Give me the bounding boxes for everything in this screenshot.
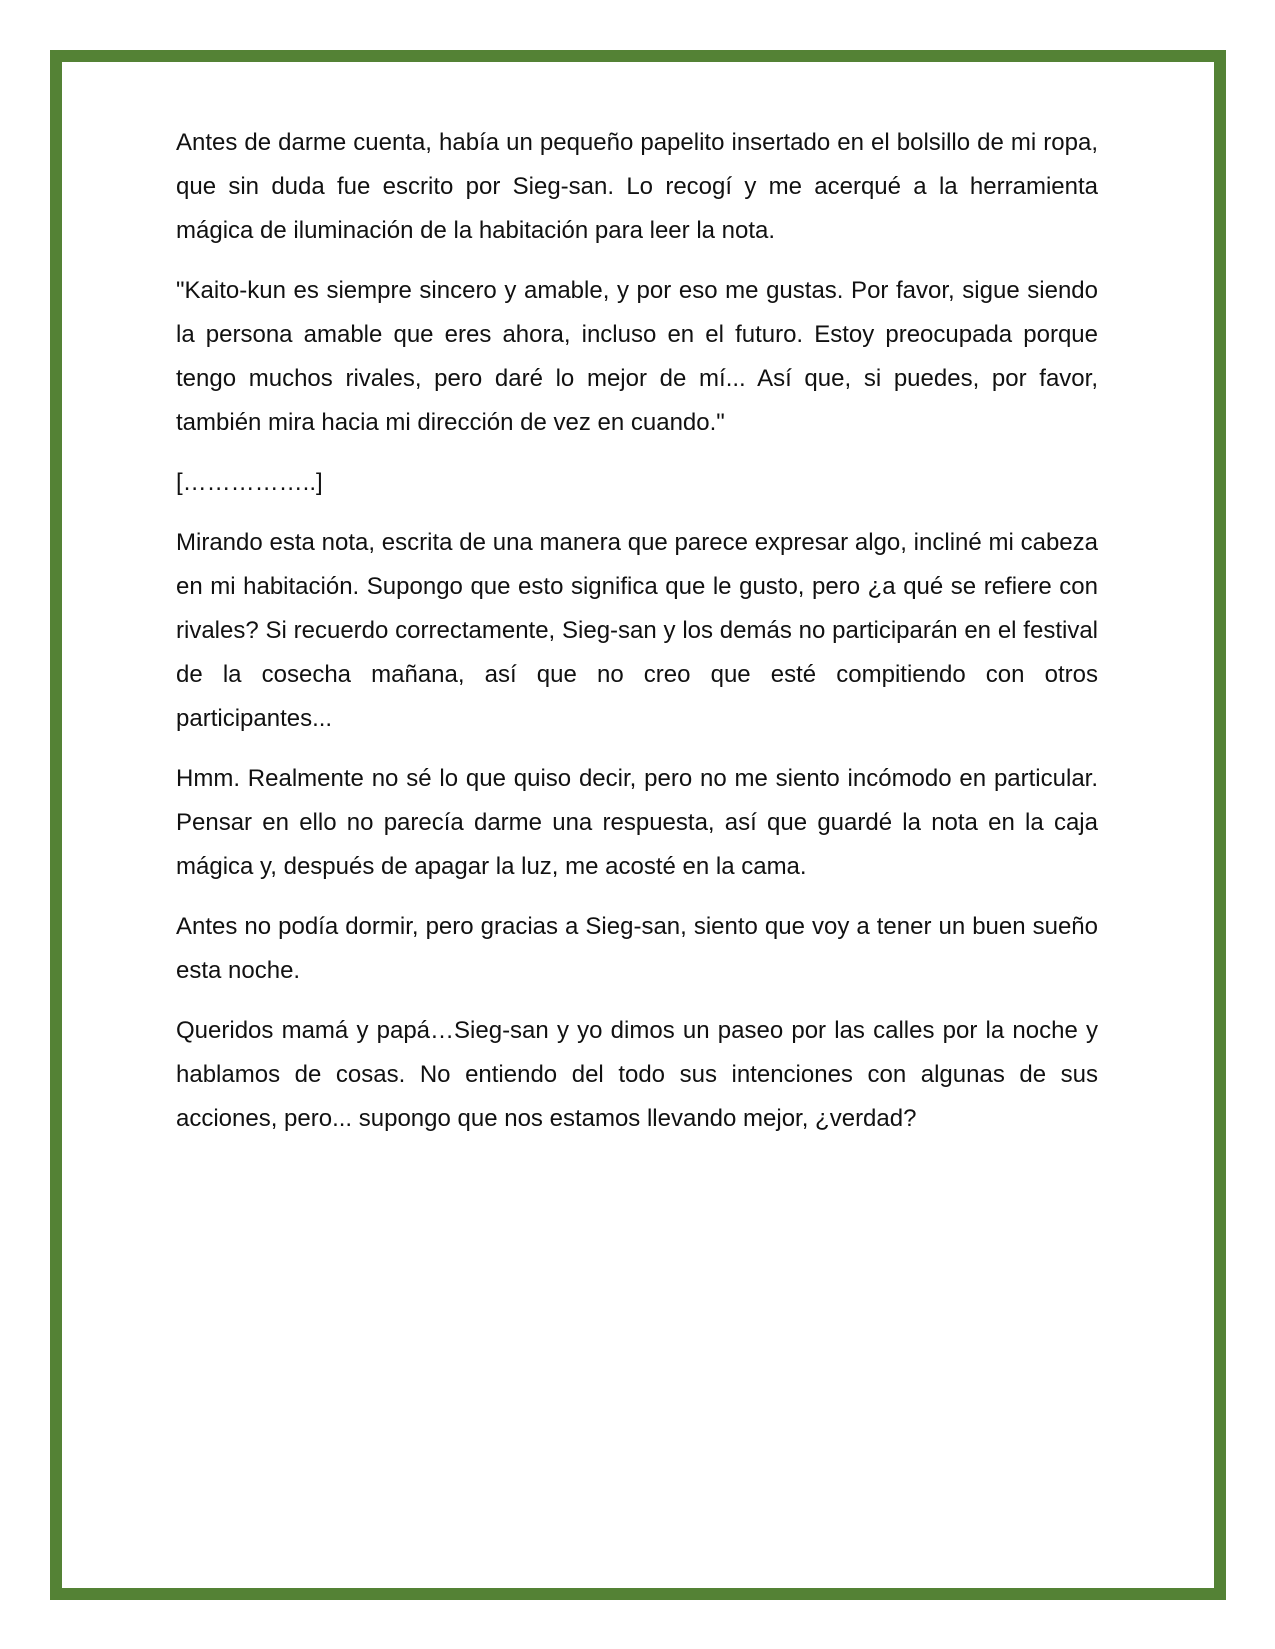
paragraph: Hmm. Realmente no sé lo que quiso decir, pero no me siento incómodo en particular. Pensar en ello no parecía darme una respuesta, así que guardé la nota en la caja mágica y, después de apagar la luz, me acosté en la cama. <box>176 765 1098 880</box>
document-body <box>176 121 1098 1157</box>
paragraph: Antes de darme cuenta, había un pequeño papelito insertado en el bolsillo de mi ropa, que sin duda fue escrito por Sieg-san. Lo recogí y me acerqué a la herramienta mágica de iluminación de la habitación para leer la nota. <box>176 129 1098 244</box>
paragraph: Queridos mamá y papá…Sieg-san y yo dimos un paseo por las calles por la noche y hablamos de cosas. No entiendo del todo sus intenciones con algunas de sus acciones, pero... supongo que nos estamos llevando mejor, ¿verdad? <box>176 1017 1098 1132</box>
paragraph: Mirando esta nota, escrita de una manera que parece expresar algo, incliné mi cabeza en mi habitación. Supongo que esto significa que le gusto, pero ¿a qué se refiere con rivales? Si recuerdo correctamente, Sieg-san y los demás no participarán en el festival de la cosecha mañana, así que no creo que esté compitiendo con otros participantes... <box>176 529 1098 732</box>
paragraph: [……………..] <box>176 469 323 496</box>
paragraph: "Kaito-kun es siempre sincero y amable, y por eso me gustas. Por favor, sigue siendo la persona amable que eres ahora, incluso en el futuro. Estoy preocupada porque tengo muchos rivales, pero daré lo mejor de mí... Así que, si puedes, por favor, también mira hacia mi dirección de vez en cuando." <box>176 277 1098 436</box>
paragraph: Antes no podía dormir, pero gracias a Sieg-san, siento que voy a tener un buen sueño esta noche. <box>176 913 1098 984</box>
